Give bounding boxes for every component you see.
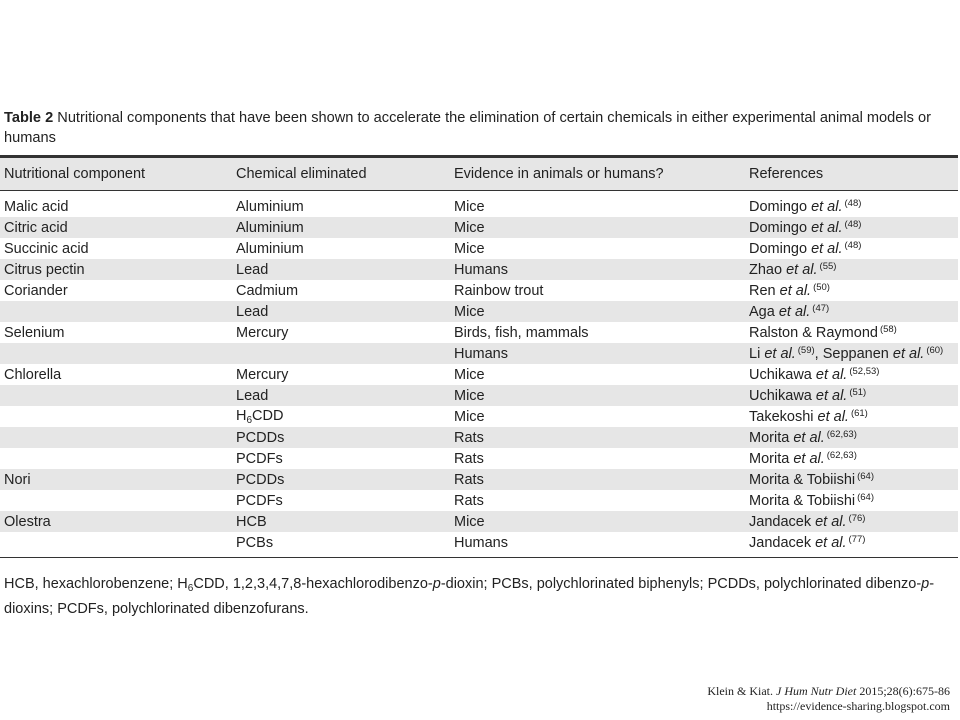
citation-reference: Klein & Kiat. J Hum Nutr Diet 2015;28(6):675-86 bbox=[707, 684, 950, 698]
cell-chemical-eliminated: PCBs bbox=[236, 534, 274, 551]
cell-evidence: Rats bbox=[454, 492, 484, 509]
cell-references: Morita & Tobiishi $^{(64)}$ bbox=[749, 471, 875, 488]
table-bottom-rule bbox=[0, 557, 958, 558]
cell-chemical-eliminated: HCB bbox=[236, 513, 267, 530]
cell-evidence: Birds, fish, mammals bbox=[454, 324, 589, 341]
table-row bbox=[0, 280, 958, 301]
table-footnote: HCB, hexachlorobenzene; $H_6CDD$, 1,2,3,4,7,8-hexachlorodibenzo-p-dioxin; PCBs, polychlorinated biphenyls; PCDDs, polychlorinated dibenzo-p-dioxins; PCDFs, polychlorinated dibenzofurans. bbox=[4, 576, 935, 617]
cell-chemical-eliminated: Aluminium bbox=[236, 198, 304, 215]
source-citation bbox=[707, 684, 950, 714]
cell-chemical-eliminated: Cadmium bbox=[236, 282, 299, 299]
cell-references: Domingo et al. $^{(48)}$ bbox=[749, 219, 862, 236]
cell-nutritional-component: Selenium bbox=[4, 324, 65, 341]
data-table bbox=[0, 155, 958, 558]
table-row bbox=[0, 217, 958, 238]
table-caption-text: Nutritional components that have been shown to accelerate the elimination of certain chemicals in either experimental animal models or humans bbox=[4, 110, 931, 146]
cell-evidence: Mice bbox=[454, 408, 485, 425]
cell-nutritional-component: Chlorella bbox=[4, 366, 62, 383]
cell-nutritional-component: Nori bbox=[4, 471, 31, 488]
cell-references: Jandacek et al. $^{(76)}$ bbox=[749, 513, 866, 530]
table-row bbox=[0, 196, 958, 217]
cell-evidence: Mice bbox=[454, 240, 485, 257]
cell-references: Ralston & Raymond $^{(58)}$ bbox=[749, 324, 897, 341]
cell-references: Ren et al. $^{(50)}$ bbox=[749, 282, 830, 299]
cell-references: Domingo et al. $^{(48)}$ bbox=[749, 198, 862, 215]
cell-evidence: Mice bbox=[454, 387, 485, 404]
table-row bbox=[0, 301, 958, 322]
cell-chemical-eliminated: PCDDs bbox=[236, 429, 285, 446]
cell-evidence: Mice bbox=[454, 513, 485, 530]
cell-chemical-eliminated: Lead bbox=[236, 303, 269, 320]
cell-nutritional-component: Citric acid bbox=[4, 219, 68, 236]
table-row bbox=[0, 469, 958, 490]
cell-chemical-eliminated: PCDFs bbox=[236, 450, 283, 467]
cell-references: Morita et al. $^{(62,63)}$ bbox=[749, 429, 857, 446]
cell-chemical-eliminated: PCDDs bbox=[236, 471, 285, 488]
table-row bbox=[0, 364, 958, 385]
cell-evidence: Humans bbox=[454, 261, 508, 278]
cell-chemical-eliminated: Lead bbox=[236, 261, 269, 278]
cell-evidence: Mice bbox=[454, 219, 485, 236]
cell-references: Morita & Tobiishi $^{(64)}$ bbox=[749, 492, 875, 509]
table-row bbox=[0, 427, 958, 448]
cell-nutritional-component: Olestra bbox=[4, 513, 51, 530]
cell-chemical-eliminated: PCDFs bbox=[236, 492, 283, 509]
table-row bbox=[0, 322, 958, 343]
cell-evidence: Mice bbox=[454, 303, 485, 320]
cell-evidence: Rats bbox=[454, 429, 484, 446]
table-row bbox=[0, 259, 958, 280]
cell-evidence: Mice bbox=[454, 198, 485, 215]
cell-evidence: Humans bbox=[454, 534, 508, 551]
table-row bbox=[0, 511, 958, 532]
cell-references: Zhao et al. $^{(55)}$ bbox=[749, 261, 837, 278]
cell-references: Jandacek et al. $^{(77)}$ bbox=[749, 534, 866, 551]
cell-chemical-eliminated: Aluminium bbox=[236, 219, 304, 236]
cell-references: Domingo et al. $^{(48)}$ bbox=[749, 240, 862, 257]
cell-chemical-eliminated: Mercury bbox=[236, 324, 289, 341]
cell-references: Takekoshi et al. $^{(61)}$ bbox=[749, 408, 868, 425]
cell-chemical-eliminated: Aluminium bbox=[236, 240, 304, 257]
cell-chemical-eliminated: Lead bbox=[236, 387, 269, 404]
table-row bbox=[0, 238, 958, 259]
table-row bbox=[0, 532, 958, 553]
cell-references: Uchikawa et al. $^{(52,53)}$ bbox=[749, 366, 880, 383]
table-header-row bbox=[0, 158, 958, 191]
cell-chemical-eliminated: $H_6CDD$ bbox=[236, 407, 284, 426]
cell-nutritional-component: Malic acid bbox=[4, 198, 69, 215]
table-caption bbox=[4, 108, 959, 148]
cell-references: Li et al. $^{(59)}$, Seppanen et al. $^{(60)}$ bbox=[749, 345, 944, 362]
header-evidence: Evidence in animals or humans? bbox=[454, 166, 664, 182]
table-row bbox=[0, 343, 958, 364]
header-chemical-eliminated: Chemical eliminated bbox=[236, 166, 367, 182]
table-body bbox=[0, 196, 958, 553]
cell-nutritional-component: Citrus pectin bbox=[4, 261, 85, 278]
citation-url: https://evidence-sharing.blogspot.com bbox=[766, 699, 950, 713]
cell-nutritional-component: Coriander bbox=[4, 282, 68, 299]
cell-evidence: Rats bbox=[454, 450, 484, 467]
table-row bbox=[0, 490, 958, 511]
cell-evidence: Rainbow trout bbox=[454, 282, 544, 299]
cell-chemical-eliminated: Mercury bbox=[236, 366, 289, 383]
header-nutritional-component: Nutritional component bbox=[4, 166, 146, 182]
cell-references: Morita et al. $^{(62,63)}$ bbox=[749, 450, 857, 467]
table-row bbox=[0, 448, 958, 469]
table-label: Table 2 bbox=[4, 110, 54, 126]
table-row bbox=[0, 406, 958, 427]
cell-evidence: Humans bbox=[454, 345, 508, 362]
cell-nutritional-component: Succinic acid bbox=[4, 240, 89, 257]
cell-references: Aga et al. $^{(47)}$ bbox=[749, 303, 830, 320]
header-references: References bbox=[749, 166, 824, 182]
cell-evidence: Mice bbox=[454, 366, 485, 383]
cell-references: Uchikawa et al. $^{(51)}$ bbox=[749, 387, 867, 404]
cell-evidence: Rats bbox=[454, 471, 484, 488]
table-row bbox=[0, 385, 958, 406]
